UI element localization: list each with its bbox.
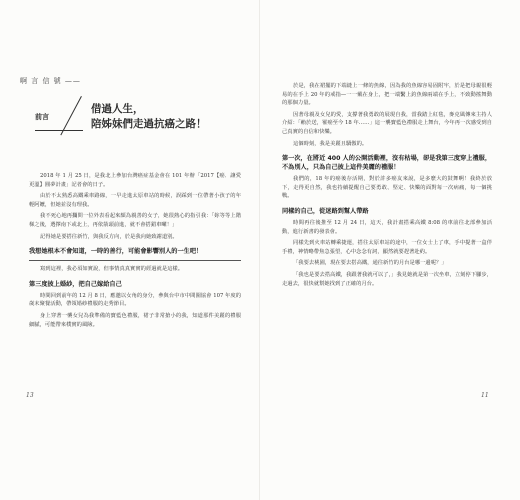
paragraph: 時間回到前年的 12 月 8 日，應邀以女角的身分，參與台中市中間圍協會 107 年度的歲末聚餐活動，帶領婚紗禮服的走秀節目。: [29, 292, 241, 308]
preface-title-line-2: 陪姊妹們走過抗癌之路！: [91, 118, 207, 130]
paragraph: 記得她是要搭往新竹，與我反方向，於是我向她致謝道別。: [40, 233, 178, 240]
dialogue-quote: 「我要去桃園，現在要去搭高鐵，通往新竹的月台是哪一邊呢？」: [293, 260, 447, 267]
page-number-left: 13: [26, 392, 34, 399]
paragraph: 身上穿著一襲女兒為我準備的寶藍色禮服，裙子非常搶小的我，知道那件美麗的禮服細膩，可能帶來樸實的風險。: [29, 312, 241, 328]
preface-title: [91, 102, 241, 132]
section-heading: 同樣的自己，從迷路到幫人帶路: [282, 207, 369, 215]
paragraph: 我們的，18 年的癌後存活期，對於許多癌友來說，是多麼大的鼓舞啊！我終於放下，走得更自然，我也持續提醒自己要勇敢、堅定、快樂的面對每一次病痛，每一個挑戰。: [282, 176, 492, 200]
left-body: [29, 172, 241, 332]
preface-title-line-1: 借過人生，: [91, 103, 144, 115]
running-head: 啊 言 信 號 ——: [20, 77, 81, 85]
title-underline: [35, 130, 83, 131]
paragraph: 寫到這裡，我必須如實說，但事情真真實實的經過就是這樣。: [40, 266, 184, 273]
section-heading: 第一次，在將近 400 人的公開活動裡，沒有枯場，卻是我第三度穿上禮服，不為別人，只為自己披上這件美麗的禮服！: [282, 155, 492, 172]
paragraph: 時間再往後推至 12 月 24 日，這天，我計畫搭乘高鐵 8:08 的車前往北部參加活動，進行新書的發表會。: [282, 219, 492, 235]
paragraph: 我不死心地再攔問一位外表看起來頗為親善的女子，她很熱心的指引我：「妳等等上階梯之後，選擇南下或北上，再依箭頭前進，就不會搭錯車囉！」: [29, 213, 241, 228]
paragraph: 於是，我在裙擺的下端縫上一條的魚線，因為我的魚線容易固附牢，於是把母親很輕易的在手上 20 年的戒指—一一戴在身上，把一端繫上釣魚線兩端在手上，不致動搖舞動的那個力量。: [282, 83, 492, 107]
page-number-right: 11: [481, 392, 489, 399]
highlight-text: 我想她根本不會知道，一時的善行，可能會影響別人的一生吧！: [29, 248, 203, 256]
dialogue-quote: 「我也是要去搭高鐵，我跟著我就可以了，」我見她就是第一次坐車，立刻停下腳步，走過去，很快就幫她找到了正確的月台。: [282, 271, 492, 287]
divider: [29, 260, 241, 261]
paragraph: 同樣先到火車站轉乘捷運，搭往太原車站的途中，一位女士上了車，手中提著一盒伴手禮，神情略帶焦急張望，心中念念有詞，顯然就要趕著赴約。: [282, 240, 492, 255]
right-body: [282, 82, 492, 291]
paragraph: 2018 年 1 月 25 日，是我北上參加台灣癌症基金會在 101 年辦「2017【癌．讓愛更溫】圓夢計畫」記者會的日子。: [29, 173, 241, 188]
section-heading: 第三度披上婚紗，把自己嫁給自己: [29, 280, 122, 288]
page-gutter: [259, 0, 260, 500]
paragraph: 由於不太熟悉高鐵乘車路線，一早走進太原車站的時候，誤踩到一位帶著小孩子的年輕阿嬤，但她並沒有理我。: [29, 193, 241, 208]
paragraph: 這個時刻，我是美麗且驕傲的。: [293, 140, 368, 147]
preface-label: 前言: [35, 113, 49, 121]
paragraph: 因著母親及女兒的愛，支撐著我勇敢的展現自我，當我踏上紅毯，麥克風傳來主持人介紹：「賴於送，罹癌至今 18 年……」這一襲寶藍色禮服走上舞台，今年再一次感受到自己真實的自信和快樂。: [282, 111, 492, 135]
